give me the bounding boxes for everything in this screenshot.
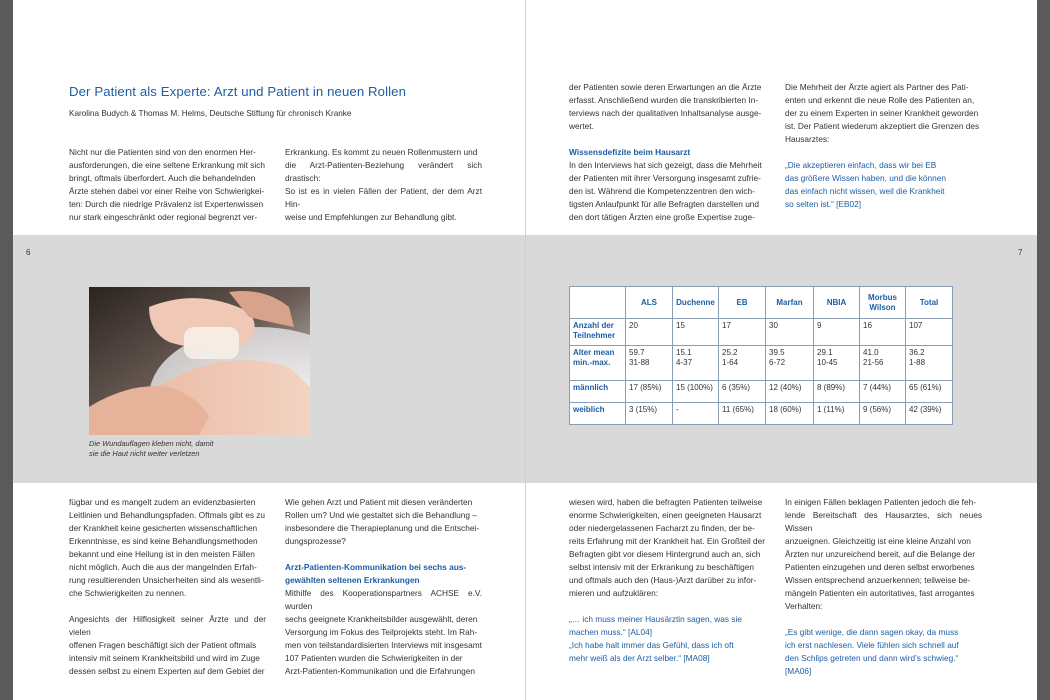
table-cell: 15 — [673, 319, 719, 346]
table-cell: 18 (60%) — [766, 403, 814, 425]
table-cell: 25.2 1-64 — [719, 346, 766, 381]
photo-caption: Die Wundauflagen kleben nicht, damit sie die Haut nicht weiter verletzen — [89, 439, 214, 458]
table-header-cell: Duchenne — [673, 287, 719, 319]
table-header-cell: ALS — [626, 287, 673, 319]
page-number-left: 6 — [26, 248, 31, 257]
table-cell: 16 — [860, 319, 906, 346]
table-cell: 15.1 4-37 — [673, 346, 719, 381]
interview-quote: „Es gibt wenige, die dann sagen okay, da muss ich erst nachlesen. Viele fühlen sich schnell auf den Schlips getreten und dann wird’s schwieg.“ [MA06] — [785, 627, 959, 676]
wound-dressing-photo — [89, 287, 310, 435]
table-cell: 15 (100%) — [673, 381, 719, 403]
row-label: weiblich — [570, 403, 626, 425]
table-cell: 39.5 6-72 — [766, 346, 814, 381]
table-cell: 29.1 10-45 — [814, 346, 860, 381]
paragraph: fügbar und es mangelt zudem an evidenzbasierten Leitlinien und Behandlungspfaden. Oftmals gibt es zu der Krankheit keine gesicherten wissenschaftlichen Erkenntnisse, es sind keine Behandlungsmethoden bekannt und eine Heilung ist in den meisten Fällen nicht möglich. Auch die aus der mangelnden Erfah- rung resultierenden Unsicherheiten sind als wesentli- che Schwierigkeiten zu nennen. — [69, 497, 266, 598]
interview-quote: „… ich muss meiner Hausärztin sagen, was sie machen muss.“ [AL04] „Ich habe halt immer das Gefühl, dass ich oft mehr weiß als der Arzt selber.“ [MA08] — [569, 614, 742, 663]
right-bottom-col2 — [785, 496, 982, 678]
left-bottom-col1 — [69, 496, 266, 678]
table-header-cell: Total — [906, 287, 953, 319]
table-cell: 17 — [719, 319, 766, 346]
paragraph: In den Interviews hat sich gezeigt, dass die Mehrheit der Patienten mit ihrer Versorgung insgesamt zufrie- den ist. Während die Kompetenzzentren den wich- tigsten Anlaufpunkt für alle Befragten darstellen und den dort tätigen Ärzten eine große Expertise zuge- — [569, 160, 762, 222]
table-cell: 9 — [814, 319, 860, 346]
row-label: Anzahl der Teilnehmer — [570, 319, 626, 346]
magazine-spread — [13, 0, 1037, 700]
paragraph: Mithilfe des Kooperationspartners ACHSE e.V. wurden sechs geeignete Krankheitsbilder ausgewählt, deren Versorgung im Fokus des Teilprojekts steht. Im Rah- men von teilstandardisierten Interviews mit insgesamt 107 Patienten wurden die Schwierigkeiten in der Arzt-Patienten-Kommunikation und die Erfahrungen — [285, 588, 482, 676]
article-title: Der Patient als Experte: Arzt und Patient in neuen Rollen — [69, 84, 407, 99]
table-cell: 59.7 31-88 — [626, 346, 673, 381]
paragraph: Angesichts der Hilflosigkeit seiner Ärzte und der vielen offenen Fragen beschäftigt sich der Patient oftmals intensiv mit seinem Krankheitsbild und wird im Zuge dessen selbst zu einem Experten auf dem Gebiet der — [69, 614, 266, 676]
left-top-col1 — [69, 146, 266, 224]
page-number-right: 7 — [1018, 248, 1023, 257]
left-top-col2 — [285, 146, 482, 224]
paragraph: Erkrankung. Es kommt zu neuen Rollenmustern und die Arzt-Patienten-Beziehung verändert sich drastisch: So ist es in vielen Fällen der Patient, der dem Arzt Hin- weise und Empfehlungen zur Behandlung gibt. — [285, 147, 482, 222]
table-header-cell: Morbus Wilson — [860, 287, 906, 319]
table-cell: 30 — [766, 319, 814, 346]
paragraph: Wie gehen Arzt und Patient mit diesen veränderten Rollen um? Und wie gestaltet sich die Behandlung – insbesondere die Therapieplanung und die Entschei- dungsprozesse? — [285, 497, 480, 546]
paragraph: Die Mehrheit der Ärzte agiert als Partner des Pati- enten und erkennt die neue Rolle des Patienten an, der zu einem Experten in seiner Krankheit geworden ist. Der Patient wiederum akzeptiert die Grenzen des Hausarztes: — [785, 82, 980, 144]
right-bottom-col1 — [569, 496, 766, 665]
right-top-col1 — [569, 81, 766, 224]
article-authors: Karolina Budych & Thomas M. Helms, Deutsche Stiftung für chronisch Kranke — [69, 109, 352, 118]
row-label: Alter mean min.-max. — [570, 346, 626, 381]
viewer-edge-left — [0, 0, 13, 700]
table-cell: 107 — [906, 319, 953, 346]
table-header-row — [570, 287, 953, 319]
table-cell: 1 (11%) — [814, 403, 860, 425]
table-header-cell — [570, 287, 626, 319]
table-cell: 41.0 21-56 — [860, 346, 906, 381]
table-row — [570, 346, 953, 381]
table-cell: 6 (35%) — [719, 381, 766, 403]
paragraph: In einigen Fällen beklagen Patienten jedoch die feh- lende Bereitschaft des Hausarztes, sich neues Wissen anzueignen. Gleichzeitig ist eine kleine Anzahl von Ärzten nur unzureichend bereit, auf die Belange der Patienten einzugehen und deren selbst erworbenes Wissen entsprechend anzuerkennen; teilweise be- mängeln Patienten ein autoritatives, fast arrogantes Verhalten: — [785, 497, 982, 611]
paragraph: wiesen wird, haben die befragten Patienten teilweise enorme Schwierigkeiten, einen geeigneten Hausarzt oder niedergelassenen Facharzt zu finden, der be- reits Erfahrung mit der Krankheit hat. Ein Großteil der Befragten gibt vor diesem Hintergrund auch an, sich selbst intensiv mit der Erkrankung zu beschäftigen und oftmals auch den (Haus-)Arzt darüber zu infor- mieren und aufzuklären: — [569, 497, 765, 598]
participants-table — [569, 286, 953, 425]
section-subheading: Arzt-Patienten-Kommunikation bei sechs aus- gewählten seltenen Erkrankungen — [285, 562, 467, 585]
table-cell: 7 (44%) — [860, 381, 906, 403]
right-top-col2 — [785, 81, 982, 211]
paragraph: der Patienten sowie deren Erwartungen an die Ärzte erfasst. Anschließend wurden die transkribierten In- terviews nach der qualitativen Inhaltsanalyse ausge- wertet. — [569, 82, 762, 131]
table-row — [570, 403, 953, 425]
page-gutter — [525, 0, 526, 700]
viewer-edge-right — [1037, 0, 1050, 700]
table-cell: 36.2 1-88 — [906, 346, 953, 381]
table-cell: 12 (40%) — [766, 381, 814, 403]
table-cell: 11 (65%) — [719, 403, 766, 425]
table-header-cell: Marfan — [766, 287, 814, 319]
table-row — [570, 319, 953, 346]
table-cell: - — [673, 403, 719, 425]
table-cell: 20 — [626, 319, 673, 346]
paragraph: Nicht nur die Patienten sind von den enormen Her- ausforderungen, die eine seltene Erkrankung mit sich bringt, oftmals überfordert. Auch die behandelnden Ärzte stehen dabei vor einer Reihe von Schwierigkei- ten: Durch die niedrige Prävalenz ist Expertenwissen nur stark eingeschränkt oder regional begrenzt ver- — [69, 147, 266, 222]
interview-quote: „Die akzeptieren einfach, dass wir bei EB das größere Wissen haben, und die können das einfach nicht wissen, weil die Krankheit so selten ist.“ [EB02] — [785, 160, 946, 209]
table-cell: 3 (15%) — [626, 403, 673, 425]
section-subheading: Wissensdefizite beim Hausarzt — [569, 147, 691, 157]
table-cell: 8 (89%) — [814, 381, 860, 403]
row-label: männlich — [570, 381, 626, 403]
left-bottom-col2 — [285, 496, 482, 678]
table-cell: 17 (85%) — [626, 381, 673, 403]
table-header-cell: EB — [719, 287, 766, 319]
table-header-cell: NBIA — [814, 287, 860, 319]
table-cell: 65 (61%) — [906, 381, 953, 403]
table-cell: 9 (56%) — [860, 403, 906, 425]
table-cell: 42 (39%) — [906, 403, 953, 425]
table-row — [570, 381, 953, 403]
